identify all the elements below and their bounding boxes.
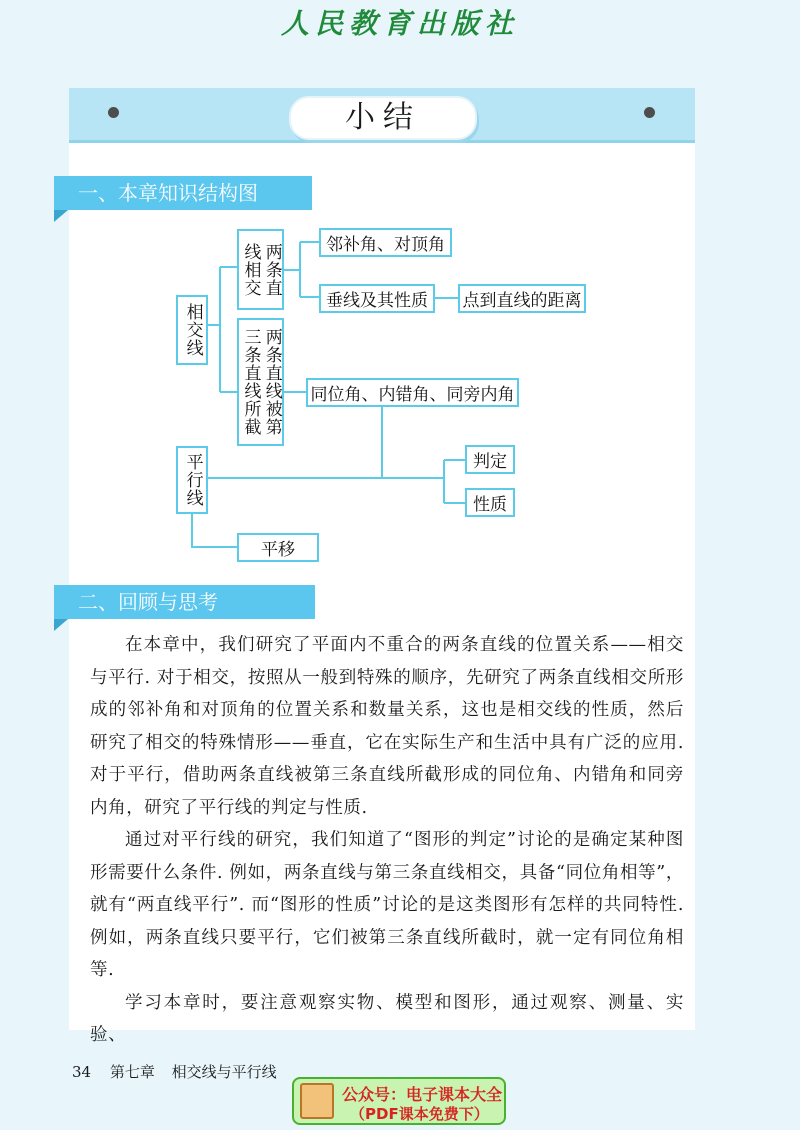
section-heading-text: 一、本章知识结构图 [78,181,258,205]
paragraph: 通过对平行线的研究，我们知道了“图形的判定”讨论的是确定某种图形需要什么条件. 例如，两条直线与第三条直线相交，具备“同位角相等”，就有“两直线平行”. 而“图形的性质”讨论的是这类图形有怎样的共同特性. 例如，两条直线只要平行，它们被第三条直线所截时，就一定有同位角相等. [90,830,684,980]
stamp-line2: （PDF课本免费下） [350,1105,489,1123]
paragraph: 在本章中，我们研究了平面内不重合的两条直线的位置关系——相交与平行. 对于相交，按照从一般到特殊的顺序，先研究了两条直线相交所形成的邻补角和对顶角的位置关系和数量关系，这也是相交线的性质，然后研究了相交的特殊情形——垂直，它在实际生产和生活中具有广泛的应用. 对于平行，借助两条直线被第三条直线所截形成的同位角、内错角和同旁内角，研究了平行线的判定与性质. [90,635,684,818]
page-footer [72,1061,277,1082]
book-icon [300,1083,334,1119]
node-tongwei: 同位角、内错角、同旁内角 [306,378,519,407]
publisher-logo: 人民教育出版社 [280,7,519,40]
node-pingxingxian: 平行线 [176,446,208,514]
paragraph: 学习本章时，要注意观察实物、模型和图形，通过观察、测量、实验、 [90,992,684,1045]
connector-xiangjiao [208,267,237,392]
watermark-stamp [292,1077,506,1125]
node-juli: 点到直线的距离 [458,284,586,313]
page-number: 34 [72,1063,92,1081]
node-xingzhi: 性质 [465,488,515,517]
node-lingbu: 邻补角、对顶角 [319,228,452,257]
node-xiangjiaoxian: 相交线 [176,295,208,365]
section-heading-review [54,585,315,619]
page-title: 小结 [289,96,477,140]
chapter-number: 第七章 [109,1063,155,1081]
banner-tail [54,619,68,631]
section-heading-text: 二、回顾与思考 [78,590,218,614]
stamp-line1: 公众号：电子课本大全 [342,1085,503,1104]
node-liangtiao-xiangjiao: 两条直线相交 [237,229,284,310]
review-text [90,629,684,1052]
chapter-title: 相交线与平行线 [171,1063,277,1081]
connector-liangtiao [284,242,319,297]
node-chuixian: 垂线及其性质 [319,284,435,313]
node-panding: 判定 [465,445,515,474]
node-pingyi: 平移 [237,533,319,562]
node-disan: 两条直线被第三条直线所截 [237,318,284,446]
connector-pingyi [192,514,237,547]
